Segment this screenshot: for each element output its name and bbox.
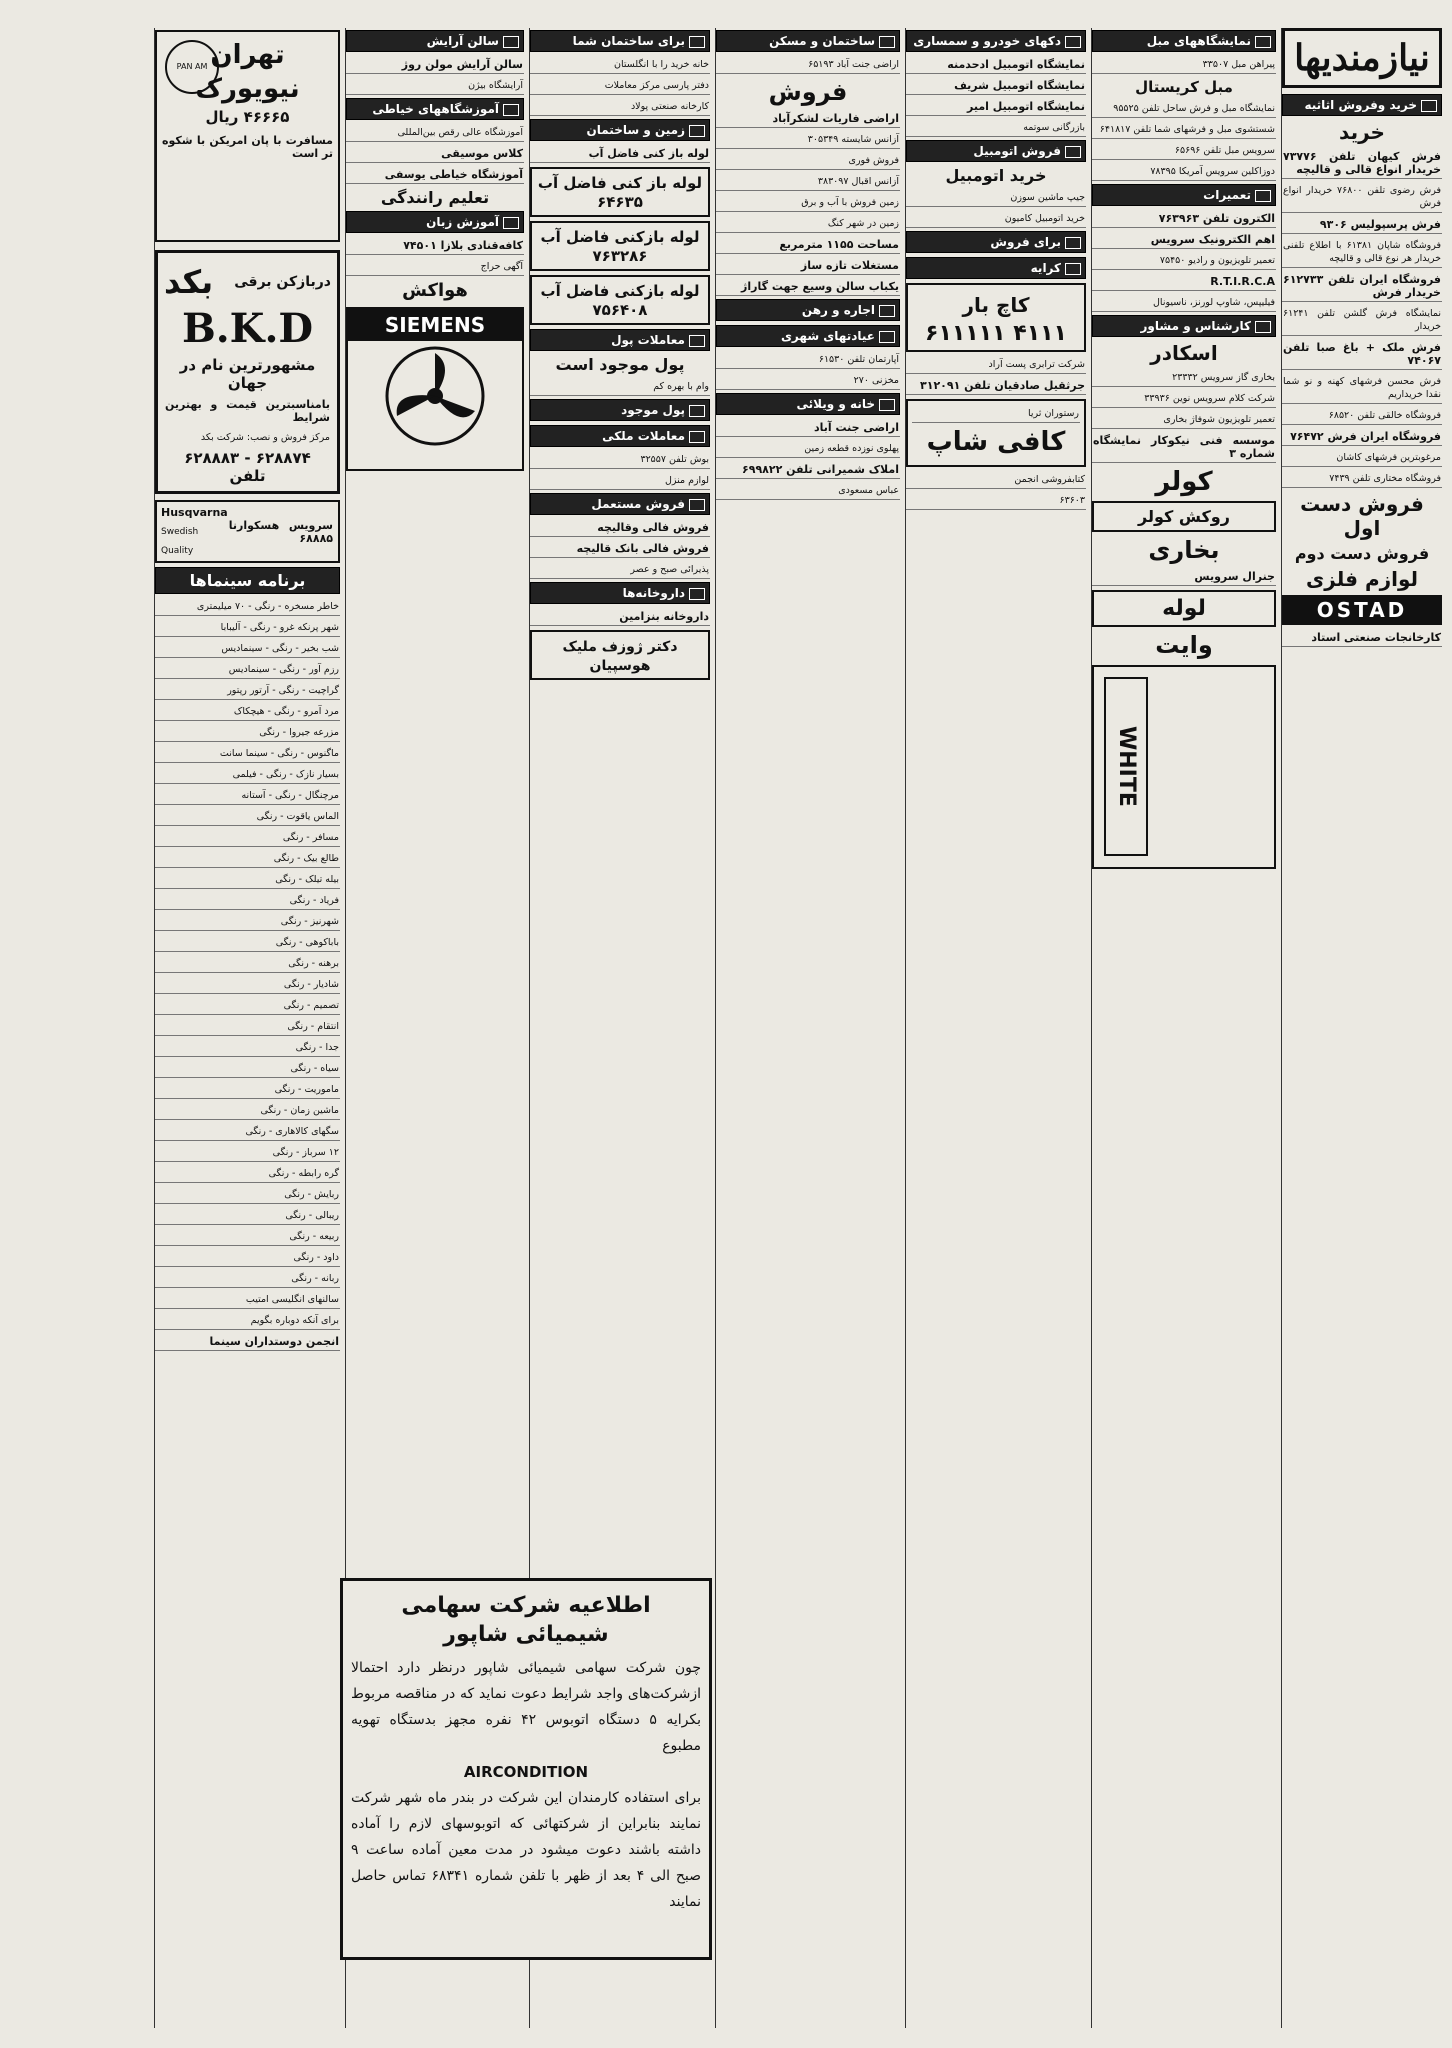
white-logo: WHITE: [1104, 677, 1148, 856]
car-icon: [1065, 36, 1081, 48]
bkd-phone: ۶۲۸۸۷۴ - ۶۲۸۸۸۳ تلفن: [184, 449, 311, 485]
ad-item: مبل کریستال: [1135, 78, 1233, 96]
ad-item: فروش فالی بانک قالیچه: [530, 540, 710, 558]
section-header-label: آموزشگاههای خیاطی: [372, 102, 499, 116]
section-header-label: زمین و ساختمان: [586, 123, 685, 137]
ad-item: فرش رضوی تلفن ۷۶۸۰۰ خریدار انواع فرش: [1282, 182, 1442, 213]
wrench-icon: [1255, 190, 1271, 202]
bkd-title-row: [164, 259, 331, 305]
ad-item: فرش محسن فرشهای کهنه و نو شما نقدا خریداریم: [1282, 373, 1442, 404]
ad-item: نمایشگاه اتومبیل شریف: [906, 77, 1086, 95]
section-header-consultants: [1092, 315, 1276, 337]
notice-en: AIRCONDITION: [463, 1763, 589, 1781]
section-header-land: [530, 119, 710, 141]
sofa-icon: [1255, 36, 1271, 48]
section-header-real-estate: [530, 425, 710, 447]
section-header-label: پول موجود: [621, 403, 685, 417]
section-header-rental: [906, 257, 1086, 279]
ad-item: فروش فالی وقالیچه: [530, 519, 710, 537]
ad-item: مستغلات تازه ساز: [716, 257, 900, 275]
ad-item: املاک شمیرانی تلفن ۶۹۹۸۲۲: [716, 461, 900, 479]
section-header-label: معاملات پول: [611, 333, 685, 347]
movie-item: طالع بیک - رنگی: [155, 850, 340, 868]
kochbar-ad: [906, 283, 1086, 352]
panam-price: ۴۶۶۶۵ ریال: [205, 108, 290, 126]
white-title: وایت: [1155, 631, 1213, 659]
restaurant-label: رستوران ثریا: [912, 405, 1080, 423]
ad-item: زمین در شهر کنگ: [716, 215, 900, 233]
section-header-pharmacies: [530, 582, 710, 604]
pipe-ad: [1092, 590, 1276, 627]
masthead-title: نیازمندیها: [1294, 37, 1430, 79]
movie-item: سیاه - رنگی: [155, 1060, 340, 1078]
ad-item: آزانس اقبال ۳۸۳۰۹۷: [716, 173, 900, 191]
movie-item: ماشین زمان - رنگی: [155, 1102, 340, 1120]
movie-item: ربانه - رنگی: [155, 1270, 340, 1288]
building-icon: [689, 36, 705, 48]
movie-item: ماموریت - رنگی: [155, 1081, 340, 1099]
column-classifieds-1: [1281, 28, 1442, 2028]
section-title-sale: فروش: [768, 78, 848, 106]
plumbing-phone: لوله باز کنی فاضل آب ۶۴۶۳۵: [537, 174, 703, 211]
section-header-repairs: [1092, 184, 1276, 206]
bkd-brand: بکد: [164, 263, 214, 301]
ad-item: فروشگاه ایران تلفن ۶۱۲۷۳۳ خریدار فرش: [1282, 271, 1442, 302]
section-header-label: نمایشگاههای مبل: [1146, 34, 1251, 48]
siemens-logo: SIEMENS: [348, 309, 522, 341]
phone-icon: [689, 431, 705, 443]
ad-item: خرید اتومبیل کامیون: [906, 210, 1086, 228]
section-title-first-hand: فروش دست اول: [1300, 492, 1424, 540]
ad-item: مرغوبترین فرشهای کاشان: [1282, 449, 1442, 467]
ad-item: لوازم منزل: [530, 472, 710, 490]
tag-icon: [689, 499, 705, 511]
movie-item: فریاد - رنگی: [155, 892, 340, 910]
column-left: [154, 28, 340, 2028]
section-header-cinema: [155, 567, 340, 594]
ad-item: اراضی جنت آباد: [716, 419, 900, 437]
money-icon: [689, 335, 705, 347]
ad-item: موسسه فنی نیکوکار نمایشگاه شماره ۳: [1092, 432, 1276, 463]
asakadeh-logo: اسکادر: [1150, 341, 1218, 365]
ad-item: وام با بهره کم: [530, 378, 710, 396]
house-icon: [879, 36, 895, 48]
notice-body2: برای استفاده کارمندان این شرکت در بندر ماه شهر شرکت نمایند بنابراین از شرکتهائی که اتوبوسهای لازم را آماده داشته باشند دعوت میشود در مدت معین آماده ساعت ۹ صبح الی ۴ بعد از ظهر با تلفن شماره ۶۸۳۴۱ تماس حاصل نمایند: [351, 1790, 702, 1910]
section-title-second-hand: فروش دست دوم: [1294, 544, 1430, 563]
movie-item: باباکوهی - رنگی: [155, 934, 340, 952]
column-classifieds-2: [1091, 28, 1276, 2028]
ad-item: زمین فروش با آب و برق: [716, 194, 900, 212]
panam-city2: نیویورک: [195, 74, 300, 104]
movie-item: برای آنکه دوباره بگویم: [155, 1312, 340, 1330]
ad-item: نمایشگاه اتومبیل ادحدمنه: [906, 56, 1086, 74]
movie-item: مزرعه جیروا - رنگی: [155, 724, 340, 742]
movie-item: گراچیت - رنگی - آرتور رپتور: [155, 682, 340, 700]
ad-item: تعمیر تلویزیون و رادیو ۷۵۴۵۰: [1092, 252, 1276, 270]
movie-item: شب بخیر - رنگی - سینمادیس: [155, 640, 340, 658]
movie-item: ۱۲ سرباز - رنگی: [155, 1144, 340, 1162]
truck-icon: [1065, 263, 1081, 275]
ad-item: لوله باز کنی فاضل آب: [530, 145, 710, 163]
movie-item: گره رابطه - رنگی: [155, 1165, 340, 1183]
section-header-building: [530, 30, 710, 52]
panam-ad: [155, 30, 340, 242]
panam-logo-icon: PAN AM: [165, 40, 219, 94]
section-title-metal-goods: لوازم فلزی: [1305, 567, 1419, 591]
ad-item: شرکت کلام سرویس نوین ۳۳۹۳۶: [1092, 390, 1276, 408]
key-icon: [879, 331, 895, 343]
bkd-title: دربازکن برقی: [234, 274, 331, 290]
movie-item: مسافر - رنگی: [155, 829, 340, 847]
ad-item: هواکش: [402, 280, 468, 301]
ad-item: سرویس مبل تلفن ۶۵۶۹۶: [1092, 142, 1276, 160]
movie-item: جدا - رنگی: [155, 1039, 340, 1057]
section-header-label: معاملات ملکی: [602, 429, 685, 443]
section-header-buy-sell: [1282, 94, 1442, 116]
ad-item: آموزشگاه عالی رقص بین‌المللی: [346, 124, 524, 142]
section-header-label: خانه و ویلائی: [796, 397, 875, 411]
building-icon: [689, 125, 705, 137]
plumbing-phone: لوله بازکنی فاضل آب ۷۵۶۴۰۸: [540, 282, 700, 319]
briefcase-icon: [1255, 321, 1271, 333]
ad-item: دوزاکلین سرویس آمریکا ۷۸۳۹۵: [1092, 163, 1276, 181]
section-header-money: [530, 329, 710, 351]
cross-icon: [689, 588, 705, 600]
ad-item: فیلیپس، شاوپ لورنز، ناسیونال: [1092, 294, 1276, 312]
ad-item: کتابفروشی انجمن: [906, 471, 1086, 489]
shapour-notice: [340, 1578, 712, 1960]
ad-item: R.T.I.R.C.A: [1092, 273, 1276, 291]
cafe-shop-title: کافی شاپ: [926, 427, 1066, 457]
panam-city1: تهران: [210, 40, 285, 70]
ad-item: آپارتمان تلفن ۶۱۵۳۰: [716, 351, 900, 369]
movie-item: سالنهای انگلیسی امتیب: [155, 1291, 340, 1309]
ad-item: اراضی فاریات لشکرآباد: [716, 110, 900, 128]
needle-icon: [503, 104, 519, 116]
movie-item: شهرنیز - رنگی: [155, 913, 340, 931]
section-header-label: داروخانه‌ها: [622, 586, 685, 600]
husqvarna-name: Husqvarna: [161, 506, 228, 519]
siemens-ad: [346, 307, 524, 471]
movie-item: رزم آور - رنگی - سینمادیس: [155, 661, 340, 679]
bkd-sub: مشهورترین نام در جهان: [179, 356, 316, 392]
section-header-label: آموزش زبان: [426, 215, 499, 229]
ad-item: کلاس موسیقی: [346, 145, 524, 163]
section-header-label: ساختمان و مسکن: [769, 34, 875, 48]
ad-item: مخزنی ۲۷۰: [716, 372, 900, 390]
bkd-ad: [155, 250, 340, 494]
white-ad: [1092, 665, 1276, 869]
ad-item: نمایشگاه اتومبیل امیر: [906, 98, 1086, 116]
movie-item: مرچنگال - رنگی - آستانه: [155, 787, 340, 805]
section-header-car-sale: [906, 140, 1086, 162]
ad-item: الکترون تلفن ۷۶۳۹۶۳: [1092, 210, 1276, 228]
movie-item: الماس یاقوت - رنگی: [155, 808, 340, 826]
bkd-sub2: بامناسبترین قیمت و بهترین شرایط: [165, 398, 330, 424]
ad-item: یکباب سالن وسیع جهت گاراژ: [716, 278, 900, 296]
general-service-ad: جنرال سرویس: [1092, 568, 1276, 586]
ad-item: فرش کیهان تلفن ۷۳۷۷۶ خریدار انواع قالی و قالیچه: [1282, 148, 1442, 179]
section-header-label: تعمیرات: [1203, 188, 1251, 202]
ad-item: داروخانه بنزامین: [530, 608, 710, 626]
section-header-housing: [716, 30, 900, 52]
movie-list: [155, 598, 340, 1330]
notice-subtitle: شیمیائی شاپور: [443, 1622, 609, 1647]
movie-item: ربایش - رنگی: [155, 1186, 340, 1204]
ad-item: تعمیر تلویزیون شوفاژ بخاری: [1092, 411, 1276, 429]
section-header-label: کارشناس و مشاور: [1140, 319, 1251, 333]
cafe-shop-ad: [906, 399, 1086, 467]
ad-item: شستشوی مبل و فرشهای شما تلفن ۶۴۱۸۱۷: [1092, 121, 1276, 139]
ad-item: دفتر پارسی مرکز معاملات: [530, 77, 710, 95]
section-header-label: برنامه سینماها: [189, 571, 306, 590]
pipe-label: لوله: [1162, 596, 1206, 621]
ad-item: پول موجود است: [555, 355, 685, 374]
movie-item: انتقام - رنگی: [155, 1018, 340, 1036]
movie-item: مرد آمرو - رنگی - هیچکاک: [155, 703, 340, 721]
money-icon: [689, 405, 705, 417]
section-header-label: عیادتهای شهری: [780, 329, 875, 343]
husqvarna-sub: Swedish Quality: [161, 527, 199, 556]
ad-item: آرایشگاه بیژن: [346, 77, 524, 95]
house-icon: [879, 399, 895, 411]
movie-item: ماگنوس - رنگی - سینما سانت: [155, 745, 340, 763]
section-header-villa: [716, 393, 900, 415]
ad-item: جرثقیل صادقیان تلفن ۳۱۲۰۹۱: [906, 377, 1086, 395]
furniture-icon: [1421, 100, 1437, 112]
ostad-logo: OSTAD: [1282, 595, 1442, 625]
section-header-used: [530, 493, 710, 515]
ad-item: کارخانه صنعتی پولاد: [530, 98, 710, 116]
section-header-label: اجاره و رهن: [801, 303, 875, 317]
plumbing-ad: [530, 275, 710, 325]
ostad-caption: کارخانجات صنعتی استاد: [1282, 629, 1442, 647]
section-header-label: کرایه: [1030, 261, 1061, 275]
ad-item: سالن آرایش مولن روژ: [346, 56, 524, 74]
ad-item: مساحت ۱۱۵۵ مترمربع: [716, 236, 900, 254]
ad-item: فروشگاه شاپان ۶۱۳۸۱ با اطلاع تلفنی خریدار هر نوع قالی و قالیچه: [1282, 237, 1442, 268]
section-header-city-visits: [716, 325, 900, 347]
fan-icon: [375, 341, 495, 451]
ad-item: تعلیم رانندگی: [380, 188, 490, 207]
movie-item: برهنه - رنگی: [155, 955, 340, 973]
section-header-auto: [906, 30, 1086, 52]
movie-item: داود - رنگی: [155, 1249, 340, 1267]
section-title-buy: خرید: [1339, 120, 1385, 144]
ad-item: فروش فوری: [716, 152, 900, 170]
section-header-for-sale: [906, 231, 1086, 253]
ad-item: بوش تلفن ۳۲۵۵۷: [530, 451, 710, 469]
section-header-label: فروش مستعمل: [591, 497, 685, 511]
ad-item: آگهی حراج: [346, 258, 524, 276]
section-header-label: فروش اتومبیل: [973, 144, 1061, 158]
ad-item: فرش ملک + باغ صبا تلفن ۷۴۰۶۷: [1282, 339, 1442, 370]
doctor-name: دکتر ژوزف ملیک هوسپیان: [562, 639, 678, 674]
masthead-box: [1282, 28, 1442, 88]
section-header-furniture-shows: [1092, 30, 1276, 52]
movie-item: شهر پرنکه غرو - رنگی - آلیبابا: [155, 619, 340, 637]
ad-item: آزانس شایسته ۳۰۵۳۴۹: [716, 131, 900, 149]
ad-item: پهلوی نوزده قطعه زمین: [716, 440, 900, 458]
section-header-beauty: [346, 30, 524, 52]
ad-item: فروشگاه خالقی تلفن ۶۸۵۲۰: [1282, 407, 1442, 425]
ad-item: بخاری گاز سرویس ۲۳۳۳۲: [1092, 369, 1276, 387]
ad-item: آموزشگاه خیاطی یوسفی: [346, 166, 524, 184]
movie-item: ریبالی - رنگی: [155, 1207, 340, 1225]
cooler-cover-label: روکش کولر: [1138, 507, 1230, 526]
section-header-label: برای ساختمان شما: [572, 34, 685, 48]
doctor-ad: [530, 630, 710, 680]
ad-item: نمایشگاه مبل و فرش ساحل تلفن ۹۵۵۲۵: [1092, 100, 1276, 118]
key-icon: [879, 305, 895, 317]
ad-item: فروشگاه مختاری تلفن ۷۴۳۹: [1282, 470, 1442, 488]
movie-item: بسیار نازک - رنگی - فیلمی: [155, 766, 340, 784]
notice-body1: چون شرکت سهامی شیمیائی شاپور درنظر دارد احتمالا ازشرکت‌های واجد شرایط دعوت نماید که در مناقصه مربوط بکرایه ۵ دستگاه اتوبوس ۴۲ نفره مجهز بدستگاه تهویه مطبوع: [351, 1660, 701, 1754]
husqvarna-brand: [161, 506, 228, 557]
ad-item: اهم الکترونیک سرویس: [1092, 231, 1276, 249]
ad-item: پیراهن مبل ۳۳۵۰۷: [1092, 56, 1276, 74]
section-header-tailoring: [346, 98, 524, 120]
ad-item: پذیرائی صبح و عصر: [530, 561, 710, 579]
ad-item: ۶۳۶۰۳: [906, 492, 1086, 510]
movie-item: شادیار - رنگی: [155, 976, 340, 994]
plumbing-ad: [530, 167, 710, 217]
section-header-cash: [530, 399, 710, 421]
movie-item: خاطر مسخره - رنگی - ۷۰ میلیمتری: [155, 598, 340, 616]
cooler-title: کولر: [1155, 467, 1213, 497]
ad-item: عباس مسعودی: [716, 482, 900, 500]
ad-item: کافه‌قنادی بلازا ۷۴۵۰۱: [346, 237, 524, 255]
ad-item: نمایشگاه فرش گلشن تلفن ۶۱۲۴۱ خریدار: [1282, 305, 1442, 336]
ad-item: اراضی جنت آباد ۶۵۱۹۳: [716, 56, 900, 74]
kochbar-phones: ۴۱۱۱ ۶۱۱۱۱۱: [925, 321, 1067, 346]
scissors-icon: [503, 36, 519, 48]
ad-item: جیپ ماشین سوزن: [906, 189, 1086, 207]
ad-item: خانه خرید را با انگلستان: [530, 56, 710, 74]
movie-item: سگهای کالاهاری - رنگی: [155, 1123, 340, 1141]
truck-icon: [1065, 237, 1081, 249]
bkd-sub3: مرکز فروش و نصب: شرکت بکد: [200, 432, 330, 443]
ad-item: فرش پرسپولیس ۹۳۰۶: [1282, 216, 1442, 234]
section-header-label: دکهای خودرو و سمساری: [913, 34, 1061, 48]
section-header-language: [346, 211, 524, 233]
section-header-label: خرید وفروش اثاثیه: [1304, 98, 1417, 112]
notice-title: اطلاعیه شرکت سهامی: [401, 1593, 651, 1618]
heater-title: بخاری: [1148, 536, 1220, 564]
bkd-logo: B.K.D: [181, 305, 314, 352]
ad-item: فروشگاه ایران فرش ۷۶۴۷۲: [1282, 428, 1442, 446]
ad-item: بازرگانی سوتمه: [906, 119, 1086, 137]
panam-caption: مسافرت با پان امریکن با شکوه تر است: [162, 134, 333, 160]
movies-footer: انجمن دوستداران سینما: [155, 1333, 340, 1351]
column-classifieds-4: [715, 28, 900, 2028]
book-icon: [503, 217, 519, 229]
kochbar-title: کاچ بار: [962, 293, 1030, 317]
movie-item: بیله تیلک - رنگی: [155, 871, 340, 889]
section-header-label: برای فروش: [990, 235, 1061, 249]
section-header-label: سالن آرایش: [426, 34, 499, 48]
ad-item: شرکت ترابری پست آراد: [906, 356, 1086, 374]
husqvarna-ad: [155, 500, 340, 563]
movie-item: تصمیم - رنگی: [155, 997, 340, 1015]
cooler-cover-ad: [1092, 501, 1276, 532]
plumbing-phone: لوله بازکنی فاضل آب ۷۶۳۲۸۶: [540, 228, 700, 265]
husqvarna-text: سرویس هسکوارنا ۶۸۸۸۵: [228, 518, 333, 545]
movie-item: ربیعه - رنگی: [155, 1228, 340, 1246]
car-icon: [1065, 146, 1081, 158]
column-classifieds-3: [905, 28, 1086, 2028]
section-header-rent: [716, 299, 900, 321]
plumbing-ad: [530, 221, 710, 271]
section-title-car-buy: خرید اتومبیل: [945, 166, 1047, 185]
